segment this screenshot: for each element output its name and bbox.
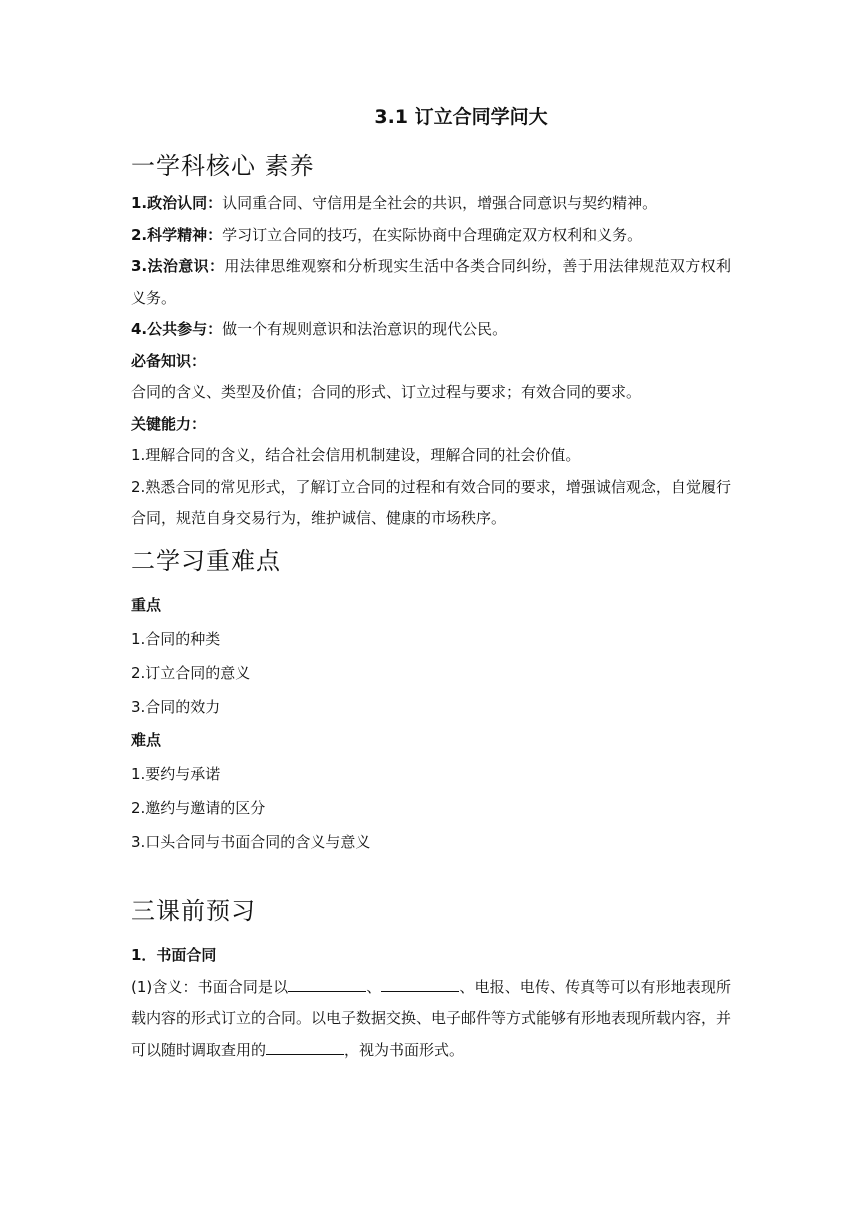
ability-item-1: 1.理解合同的含义，结合社会信用机制建设，理解合同的社会价值。	[131, 446, 581, 464]
difficult-point-item: 1.要约与承诺	[131, 764, 221, 783]
knowledge-text: 合同的含义、类型及价值；合同的形式、订立过程与要求；有效合同的要求。	[131, 383, 642, 401]
ability-item-2: 2.熟悉合同的常见形式，了解订立合同的过程和有效合同的要求，增强诚信观念，自觉履行合同，规范自身交易行为，维护诚信、健康的市场秩序。	[131, 477, 731, 527]
preview-paragraph	[131, 972, 731, 1067]
competency-item-2	[131, 220, 731, 252]
preview-text-b: 、电报、电传、传真等可以有形地表现所载内容的形式订立的合同。以电子数据交换、电子邮件等方式能够有形地表现所载内容，并可以随时调取查用的	[131, 977, 732, 1059]
competency-item-1	[131, 188, 731, 220]
competency-label: 2.科学精神：	[131, 225, 223, 244]
ability-heading: 关键能力：	[131, 414, 207, 433]
fill-blank-1[interactable]	[288, 976, 366, 992]
competency-item-3	[131, 251, 731, 314]
preview-text-c: ，视为书面形式。	[344, 1040, 465, 1059]
key-point-item: 3.合同的效力	[131, 697, 221, 716]
key-point-item: 1.合同的种类	[131, 629, 221, 648]
competency-text: 学习订立合同的技巧，在实际协商中合理确定双方权利和义务。	[222, 225, 643, 244]
difficult-point-item: 3.口头合同与书面合同的含义与意义	[131, 832, 371, 851]
competency-label: 4.公共参与：	[131, 320, 223, 338]
section3-heading: 三课前预习	[131, 896, 256, 925]
competency-text: 做一个有规则意识和法治意识的现代公民。	[222, 320, 508, 338]
fill-blank-3[interactable]	[266, 1039, 344, 1055]
knowledge-heading: 必备知识：	[131, 351, 207, 370]
difficult-points-heading: 难点	[131, 730, 162, 749]
competency-label: 3.法治意识：	[131, 257, 225, 275]
key-points-heading: 重点	[131, 595, 162, 614]
section2-heading: 二学习重难点	[131, 546, 281, 575]
competency-label: 1.政治认同：	[131, 194, 223, 212]
difficult-point-item: 2.邀约与邀请的区分	[131, 798, 266, 817]
competency-item-4	[131, 314, 731, 346]
preview-text-a: (1)含义：书面合同是以	[131, 977, 289, 996]
competency-text: 用法律思维观察和分析现实生活中各类合同纠纷，善于用法律规范双方权利义务。	[131, 257, 731, 307]
competency-text: 认同重合同、守信用是全社会的共识，增强合同意识与契约精神。	[222, 194, 658, 212]
preview-subheading: 1．书面合同	[131, 945, 217, 964]
document-title: 3.1 订立合同学问大	[374, 106, 548, 128]
document-page	[131, 100, 731, 1066]
fill-blank-2[interactable]	[381, 976, 459, 992]
section1-heading: 一学科核心 素养	[131, 152, 315, 180]
section-spacer	[131, 859, 731, 881]
key-point-item: 2.订立合同的意义	[131, 663, 251, 682]
preview-separator: 、	[366, 977, 382, 996]
